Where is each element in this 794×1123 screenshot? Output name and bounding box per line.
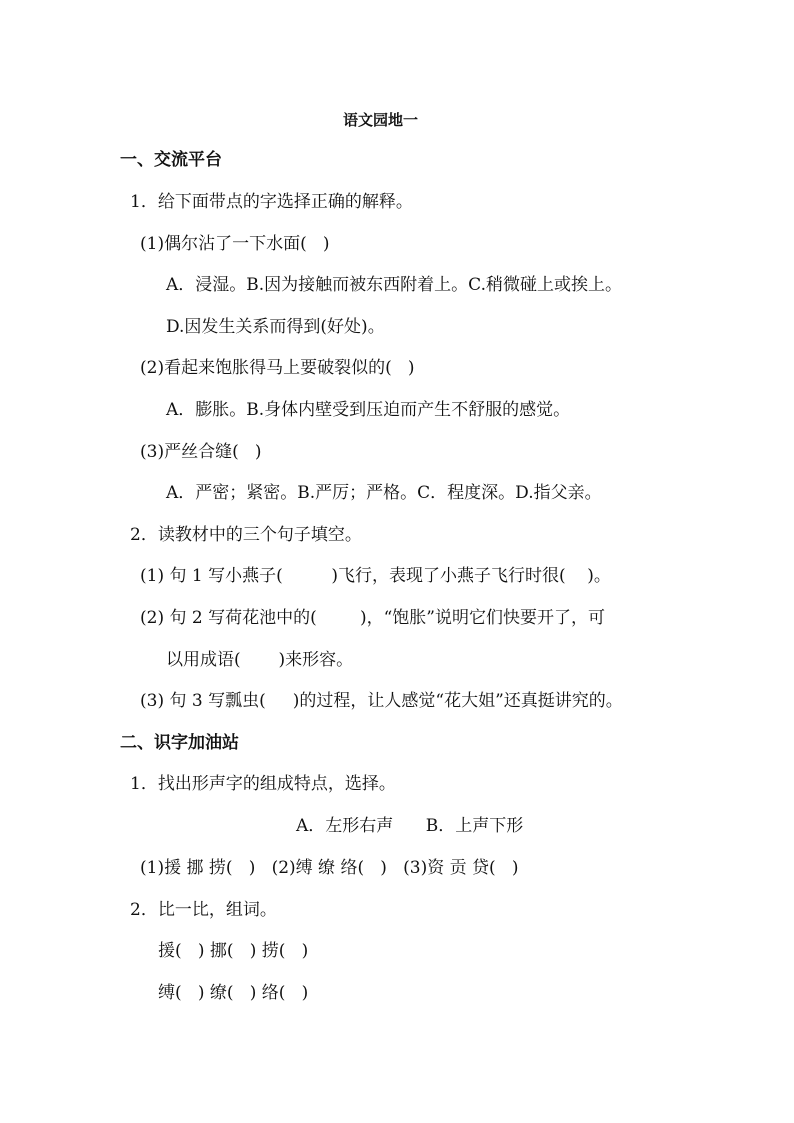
section-heading-literacy-station: 二、识字加油站 <box>120 733 239 753</box>
question-1-sub-2-options: A．膨胀。B.身体内壁受到压迫而产生不舒服的感觉。 <box>166 400 571 420</box>
question-1-sub-1-options-line-1: A．浸湿。B.因为接触而被东西附着上。C.稍微碰上或挨上。 <box>166 275 622 295</box>
question-1-sub-3: (3)严丝合缝( ) <box>140 442 262 462</box>
literacy-question-2-row-2: 缚( ) 缭( ) 络( ) <box>158 983 309 1003</box>
question-1-sub-3-options: A．严密；紧密。B.严厉；严格。C．程度深。D.指父亲。 <box>166 483 602 503</box>
question-2-sub-2-line-1: (2) 句 2 写荷花池中的( )，“饱胀”说明它们快要开了，可 <box>140 608 605 628</box>
section-heading-exchange-platform: 一、交流平台 <box>120 150 222 170</box>
question-2-stem: 2．读教材中的三个句子填空。 <box>130 525 362 545</box>
question-2-sub-3: (3) 句 3 写瓢虫( )的过程，让人感觉“花大姐”还真挺讲究的。 <box>140 691 623 711</box>
question-1-stem: 1．给下面带点的字选择正确的解释。 <box>130 192 413 212</box>
question-2-sub-1: (1) 句 1 写小燕子( )飞行，表现了小燕子飞行时很( )。 <box>140 566 611 586</box>
literacy-question-1-items: (1)援 挪 捞( ) (2)缚 缭 络( ) (3)资 贡 贷( ) <box>140 858 519 878</box>
question-1-sub-1-options-line-2: D.因发生关系而得到(好处)。 <box>166 317 385 337</box>
literacy-question-2-row-1: 援( ) 挪( ) 捞( ) <box>158 941 309 961</box>
literacy-question-1-stem: 1．找出形声字的组成特点，选择。 <box>130 774 396 794</box>
literacy-question-1-options: A．左形右声 B．上声下形 <box>296 816 524 836</box>
question-1-sub-1: (1)偶尔沾了一下水面( ) <box>140 234 330 254</box>
page-title: 语文园地一 <box>343 111 419 129</box>
question-1-sub-2: (2)看起来饱胀得马上要破裂似的( ) <box>140 358 415 378</box>
question-2-sub-2-line-2: 以用成语( )来形容。 <box>166 650 354 670</box>
literacy-question-2-stem: 2．比一比，组词。 <box>130 900 277 920</box>
